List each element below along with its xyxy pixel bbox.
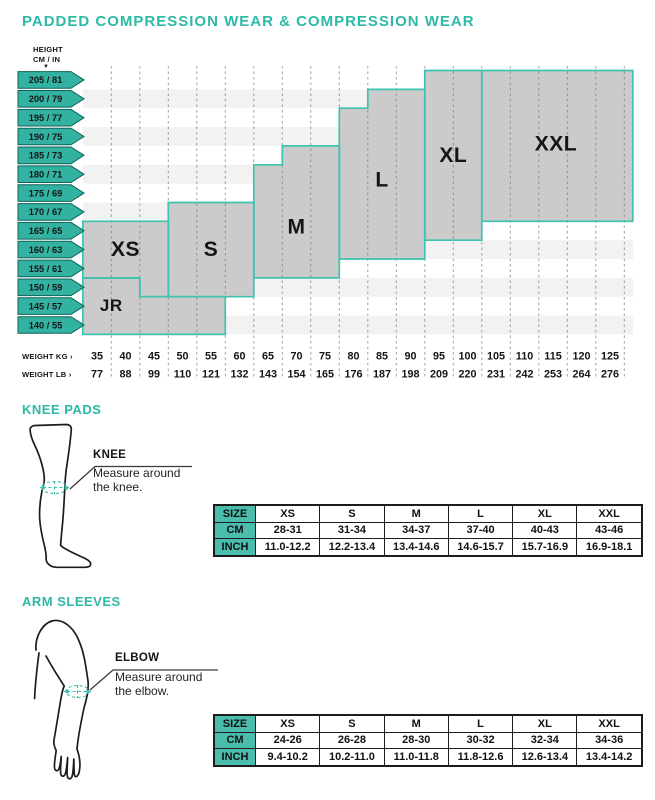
weight-lb-value: 110 — [173, 368, 192, 381]
knee-inch-s: 12.2-13.4 — [320, 539, 384, 556]
arm-size-xxl: XXL — [577, 715, 642, 732]
height-tick-label: 175 / 69 — [28, 188, 63, 199]
knee-size-xl: XL — [513, 505, 577, 522]
knee-cm-row-label: CM — [214, 522, 256, 539]
weight-lb-value: 176 — [344, 368, 363, 381]
height-tick-label: 205 / 81 — [28, 75, 63, 86]
weight-lb-value: 253 — [543, 368, 563, 381]
elbow-callout-text-line1: Measure around — [115, 670, 203, 684]
weight-kg-value: 60 — [233, 350, 246, 363]
table-row — [214, 732, 642, 749]
weight-kg-value: 50 — [176, 350, 189, 363]
torso-line — [35, 653, 39, 699]
height-tick-label: 140 / 55 — [28, 320, 63, 331]
weight-kg-value: 45 — [147, 350, 161, 363]
weight-kg-value: 95 — [432, 350, 446, 363]
arm-cm-m: 28-30 — [384, 732, 448, 749]
elbow-callout-title: ELBOW — [115, 652, 160, 664]
arm-inch-xxl: 13.4-14.2 — [577, 749, 642, 766]
knee-callout-text — [93, 467, 180, 494]
weight-lb-value: 276 — [600, 368, 620, 381]
height-axis-label-line2: CM / IN — [33, 54, 61, 64]
weight-lb-value: 88 — [119, 368, 132, 381]
knee-size-l: L — [448, 505, 512, 522]
size-region-jr-label: JR — [99, 295, 123, 315]
table-row — [214, 539, 642, 556]
weight-kg-value: 80 — [347, 350, 360, 363]
knee-cm-s: 31-34 — [320, 522, 384, 539]
table-row — [214, 715, 642, 732]
table-row — [214, 749, 642, 766]
arm-size-s: S — [320, 715, 384, 732]
arm-outline — [36, 620, 88, 749]
knee-size-s: S — [320, 505, 384, 522]
weight-kg-value: 105 — [486, 350, 506, 363]
arm-size-xs: XS — [256, 715, 320, 732]
weight-kg-value: 70 — [290, 350, 303, 363]
knee-inch-m: 13.4-14.6 — [384, 539, 448, 556]
knee-callout-text-line1: Measure around — [93, 466, 181, 480]
knee-cm-m: 34-37 — [384, 522, 448, 539]
height-tick-label: 170 / 67 — [28, 207, 63, 218]
height-tick-label: 165 / 65 — [28, 226, 63, 237]
knee-size-xxl: XXL — [577, 505, 642, 522]
arm-inch-xl: 12.6-13.4 — [513, 749, 577, 766]
size-region-l-label: L — [375, 168, 389, 192]
weight-lb-value: 121 — [201, 368, 221, 381]
weight-lb-value: 209 — [429, 368, 449, 381]
size-region-m-label: M — [287, 215, 306, 239]
weight-lb-value: 143 — [258, 368, 278, 381]
arm-size-xl: XL — [513, 715, 577, 732]
weight-kg-value: 85 — [375, 350, 389, 363]
height-tick-label: 185 / 73 — [28, 150, 63, 161]
weight-lb-value: 77 — [90, 368, 104, 381]
weight-lb-value: 264 — [572, 368, 591, 381]
weight-lb-value: 99 — [147, 368, 161, 381]
weight-lb-value: 220 — [458, 368, 477, 381]
inner-upper-arm-line — [46, 656, 64, 686]
arm-size-row-label: SIZE — [214, 715, 256, 732]
height-tick-label: 195 / 77 — [28, 113, 63, 123]
knee-pads-table — [213, 504, 643, 557]
arm-inch-xs: 9.4-10.2 — [256, 749, 320, 766]
height-tick-label: 145 / 57 — [28, 301, 63, 312]
weight-lb-value: 187 — [372, 368, 392, 381]
arm-cm-xs: 24-26 — [256, 732, 320, 749]
weight-kg-value: 115 — [544, 350, 562, 363]
arm-size-m: M — [384, 715, 448, 732]
knee-cm-l: 37-40 — [448, 522, 512, 539]
arm-cm-row-label: CM — [214, 732, 256, 749]
knee-cm-xs: 28-31 — [256, 522, 320, 539]
arm-cm-s: 26-28 — [320, 732, 384, 749]
weight-kg-value: 75 — [318, 350, 332, 363]
arm-inch-l: 11.8-12.6 — [448, 749, 512, 766]
arm-sleeves-table — [213, 714, 643, 767]
arm-cm-xl: 32-34 — [513, 732, 577, 749]
weight-lb-value: 231 — [486, 368, 506, 381]
size-region-s-label: S — [203, 238, 219, 262]
arm-sleeves-heading: ARM SLEEVES — [22, 594, 121, 609]
arm-cm-xxl: 34-36 — [577, 732, 642, 749]
elbow-callout-text-line2: the elbow. — [115, 683, 170, 698]
weight-kg-value: 35 — [90, 350, 104, 363]
knee-inch-xs: 11.0-12.2 — [256, 539, 320, 556]
inner-forearm-line — [54, 686, 64, 739]
weight-kg-value: 90 — [404, 350, 417, 363]
knee-pads-heading: KNEE PADS — [22, 402, 102, 417]
weight-kg-value: 120 — [572, 350, 591, 363]
knee-inch-row-label: INCH — [214, 539, 256, 556]
knee-inch-l: 14.6-15.7 — [448, 539, 512, 556]
knee-size-xs: XS — [256, 505, 320, 522]
weight-lb-value: 198 — [401, 368, 420, 381]
leg-outline — [30, 425, 91, 568]
weight-kg-value: 100 — [458, 350, 477, 363]
height-tick-label: 150 / 59 — [28, 282, 63, 293]
height-axis-arrow-icon: ▼ — [43, 64, 49, 70]
weight-lb-axis-label: WEIGHT LB › — [22, 370, 72, 379]
hand-outline — [54, 739, 80, 779]
arm-size-l: L — [448, 715, 512, 732]
knee-cm-xxl: 43-46 — [577, 522, 642, 539]
arm-inch-s: 10.2-11.0 — [320, 749, 384, 766]
weight-lb-value: 154 — [287, 368, 306, 381]
weight-kg-value: 110 — [515, 350, 534, 363]
weight-lb-value: 165 — [315, 368, 335, 381]
arm-inch-m: 11.0-11.8 — [384, 749, 448, 766]
elbow-callout-text — [115, 671, 202, 698]
page-title: PADDED COMPRESSION WEAR & COMPRESSION WEAR — [22, 13, 475, 30]
knee-size-row-label: SIZE — [214, 505, 256, 522]
size-region-xxl-label: XXL — [534, 132, 578, 156]
knee-callout-title: KNEE — [93, 449, 127, 461]
height-tick-label: 200 / 79 — [28, 94, 63, 105]
height-tick-label: 190 / 75 — [28, 131, 63, 142]
size-region-xs-label: XS — [110, 238, 141, 262]
height-tick-label: 155 / 61 — [28, 263, 63, 274]
weight-kg-value: 40 — [119, 350, 132, 363]
size-region-m-fill — [254, 146, 339, 278]
table-row — [214, 522, 642, 539]
knee-cm-xl: 40-43 — [513, 522, 577, 539]
weight-kg-value: 55 — [204, 350, 218, 363]
knee-inch-xxl: 16.9-18.1 — [577, 539, 642, 556]
knee-size-m: M — [384, 505, 448, 522]
height-tick-label: 160 / 63 — [28, 244, 63, 255]
weight-kg-axis-label: WEIGHT KG › — [22, 352, 73, 361]
weight-lb-value: 242 — [515, 368, 534, 381]
table-row — [214, 505, 642, 522]
height-tick-label: 180 / 71 — [28, 169, 63, 180]
height-axis-label-line1: HEIGHT — [33, 45, 63, 54]
arm-inch-row-label: INCH — [214, 749, 256, 766]
weight-kg-value: 125 — [600, 350, 620, 363]
weight-lb-value: 132 — [230, 368, 249, 381]
size-chart-plot — [0, 40, 655, 385]
size-region-xl-label: XL — [439, 143, 468, 167]
weight-kg-value: 65 — [261, 350, 275, 363]
knee-inch-xl: 15.7-16.9 — [513, 539, 577, 556]
arm-cm-l: 30-32 — [448, 732, 512, 749]
knee-callout-text-line2: the knee. — [93, 479, 143, 494]
